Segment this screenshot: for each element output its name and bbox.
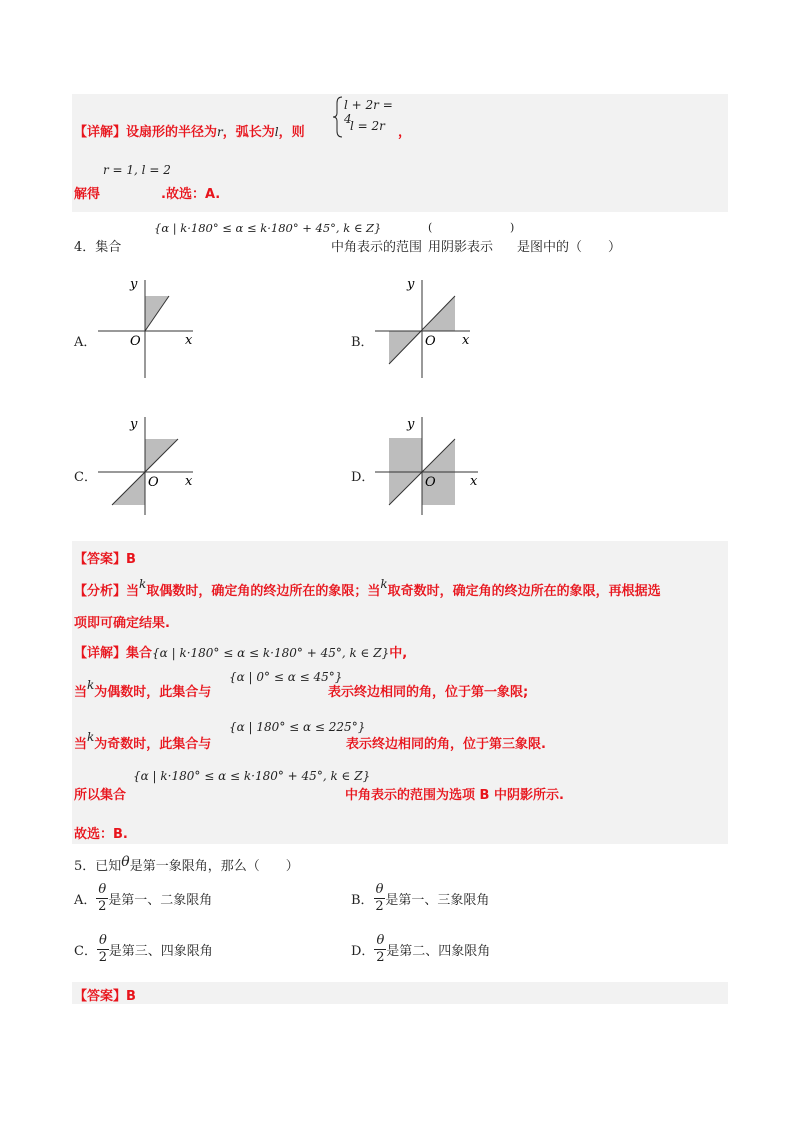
q4-paren-open: ( — [428, 221, 433, 234]
comma: ， — [398, 125, 412, 140]
frac-num: θ — [98, 933, 107, 948]
odd-a: 当 — [74, 737, 88, 752]
q4-even-line — [74, 678, 212, 700]
analysis-k2: k — [380, 577, 388, 591]
detail-set: {α | k·180° ≤ α ≤ k·180° + 45°, k ∈ Z} — [152, 646, 390, 660]
q4-option-b-label: B． — [351, 335, 374, 350]
analysis-b: 取偶数时，确定角的终边所在的象限；当 — [146, 584, 381, 599]
shaded-region-q2 — [389, 438, 422, 472]
so-set: {α | k·180° ≤ α ≤ k·180° + 45°, k ∈ Z} — [133, 769, 371, 783]
q5-option-b — [351, 882, 489, 915]
solve-label: 解得 — [74, 187, 101, 202]
q4-option-c-label: C． — [74, 470, 97, 485]
even-k: k — [87, 678, 95, 692]
y-label: y — [130, 417, 138, 432]
x-label: x — [185, 474, 193, 489]
detail-tag: 【详解】 — [74, 125, 127, 140]
detail-text-b: ，弧长为 — [222, 125, 275, 140]
analysis-a: 当 — [126, 584, 140, 599]
system-eq1: l + 2r = 4 — [344, 98, 393, 126]
x-label: x — [470, 474, 478, 489]
q5-answer-line — [74, 985, 136, 1004]
q4-set-expr: {α | k·180° ≤ α ≤ k·180° + 45°, k ∈ Z} — [154, 221, 382, 235]
frac-num: θ — [98, 882, 107, 897]
q4-option-b-graph — [375, 275, 485, 385]
detail-tag: 【详解】 — [74, 646, 127, 661]
var-r: r — [217, 125, 223, 139]
frac-den: 2 — [376, 950, 385, 965]
q4-analysis-line1 — [74, 577, 661, 599]
option-text: 是第一、二象限角 — [108, 893, 213, 908]
option-text: 是第一、三象限角 — [385, 893, 490, 908]
option-label: C． — [74, 944, 97, 959]
theta-half-fraction — [374, 933, 386, 966]
answer-value: B — [126, 552, 136, 567]
q4-text-c: 是图中的（ ） — [517, 240, 622, 255]
frac-num: θ — [375, 882, 384, 897]
y-label: y — [407, 277, 415, 292]
prev-conclusion: .故选：A. — [161, 187, 221, 202]
theta-half-fraction — [374, 882, 386, 915]
q5-option-a — [74, 882, 212, 915]
q4-option-d-graph — [375, 412, 485, 522]
frac-den: 2 — [98, 950, 107, 965]
solve-line — [74, 183, 100, 202]
q4-answer-line — [74, 548, 136, 567]
theta-half-fraction — [97, 933, 109, 966]
so-b: 中角表示的范围为选项 B 中阴影所示. — [345, 788, 564, 803]
even-a: 当 — [74, 685, 88, 700]
option-text: 是第三、四象限角 — [108, 944, 213, 959]
q4-number: 4．集合 — [74, 240, 122, 255]
solve-value: r = 1, l = 2 — [103, 163, 171, 177]
detail-text-a: 设扇形的半径为 — [126, 125, 218, 140]
q4-paren-close: ) — [510, 221, 515, 234]
frac-den: 2 — [98, 899, 107, 914]
y-label: y — [407, 417, 415, 432]
q4-option-d-label: D． — [351, 470, 375, 485]
q4-text-b: 用阴影表示 — [428, 240, 494, 255]
detail-b: 中, — [389, 646, 408, 661]
frac-num: θ — [376, 933, 385, 948]
option-text: 是第二、四象限角 — [386, 944, 491, 959]
origin-label: O — [130, 334, 141, 349]
y-label: y — [130, 277, 138, 292]
detail-text-c: ，则 — [278, 125, 305, 140]
answer-value: B — [126, 989, 136, 1004]
odd-set: {α | 180° ≤ α ≤ 225°} — [229, 720, 366, 734]
q5-stem-text: 是第一象限角，那么（ ） — [129, 859, 299, 874]
q4-odd-line — [74, 730, 212, 752]
q5-theta: θ — [121, 854, 130, 870]
answer-tag: 【答案】 — [74, 552, 127, 567]
var-l: l — [274, 125, 279, 139]
q4-option-c-graph — [98, 412, 208, 522]
option-label: A． — [74, 893, 97, 908]
origin-label: O — [425, 334, 436, 349]
so-a: 所以集合 — [74, 788, 127, 803]
analysis-k1: k — [139, 577, 147, 591]
origin-label: O — [148, 475, 159, 490]
q5-option-d — [351, 933, 490, 966]
system-eq2: l = 2r — [350, 119, 385, 133]
q5-stem — [74, 855, 299, 874]
q4-final: 故选：B. — [74, 827, 128, 842]
option-label: D． — [351, 944, 375, 959]
odd-c: 表示终边相同的角，位于第三象限. — [346, 737, 546, 752]
q4-option-a-graph — [98, 275, 208, 385]
q4-text-a: 中角表示的范围 — [331, 240, 423, 255]
q4-detail-line — [74, 642, 407, 661]
even-set: {α | 0° ≤ α ≤ 45°} — [229, 670, 343, 684]
odd-b: 为奇数时，此集合与 — [94, 737, 212, 752]
even-c: 表示终边相同的角，位于第一象限; — [328, 685, 529, 700]
frac-den: 2 — [375, 899, 384, 914]
q5-answer-block — [72, 982, 728, 1004]
even-b: 为偶数时，此集合与 — [94, 685, 212, 700]
detail-a: 集合 — [126, 646, 153, 661]
q5-option-c — [74, 933, 213, 966]
x-label: x — [185, 333, 193, 348]
theta-half-fraction — [96, 882, 108, 915]
prev-detail-line — [74, 121, 305, 140]
q5-number: 5．已知 — [74, 859, 122, 874]
odd-k: k — [87, 730, 95, 744]
origin-label: O — [425, 475, 436, 490]
q4-analysis-line2: 项即可确定结果. — [74, 616, 170, 631]
equation-system — [332, 95, 402, 139]
system-brace-icon — [332, 95, 344, 139]
x-label: x — [462, 333, 470, 348]
analysis-tag: 【分析】 — [74, 584, 127, 599]
q4-option-a-label: A． — [74, 335, 97, 350]
analysis-c: 取奇数时，确定角的终边所在的象限，再根据选 — [387, 584, 661, 599]
option-label: B． — [351, 893, 374, 908]
answer-tag: 【答案】 — [74, 989, 127, 1004]
